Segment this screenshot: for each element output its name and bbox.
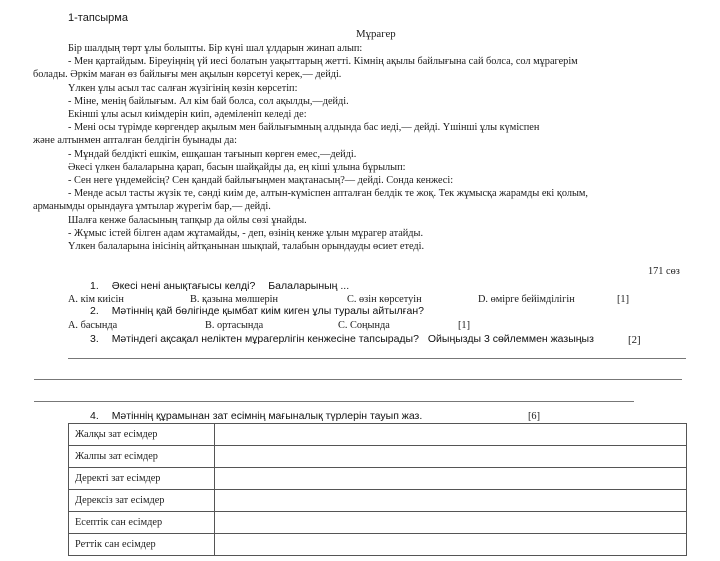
question-text: Мәтіннің қай бөлігінде қымбат киім киген ұлы туралы айтылған? [111,305,424,317]
text-line: Әкесі үлкен балаларына қарап, басын шайқайды да, ең кіші ұлына бұрылып: [68,161,406,173]
task-label: 1-тапсырма [68,12,128,24]
answer-cell[interactable] [215,534,687,556]
word-count: 171 сөз [648,266,680,277]
answer-cell[interactable] [215,446,687,468]
text-line: - Менде асыл тасты жүзік те, сәнді киім де, алтын-күміспен апталған белдік те жоқ. Тек жұмысқа жарамды екі қолым, [68,188,588,200]
text-line: Екінші ұлы асыл киімдерін киіп, әдемiленіп келеді де: [68,109,307,121]
text-line: - Жұмыс істей білген адам жұтамайды, - деп, өзінің кенже ұлын мұрагер атайды. [68,227,424,239]
table-row [69,468,687,490]
q2-option-c[interactable]: С. Соңында [338,320,390,331]
q1-option-a[interactable]: А. кім киісін [68,294,124,305]
question-number: 1. [90,280,99,292]
q1-option-d[interactable]: D. өмірге бейімділігін [478,294,575,305]
question-3 [90,333,594,345]
reading-text [33,42,688,253]
q1-option-b[interactable]: В. қазына мөлшерін [190,294,279,305]
q1-points: [1] [617,294,630,305]
row-label: Реттік сан есімдер [69,534,215,556]
question-text-extra: Ойыңызды 3 сөйлеммен жазыңыз [427,333,594,345]
text-title: Мұрагер [356,28,396,40]
question-2 [90,305,424,317]
row-label: Жалқы зат есімдер [69,424,215,446]
text-line: болады. Әркім маған өз байлығы мен ақылын көрсетуі керек,— дейді. [33,69,342,81]
text-line: Үлкен балаларына інісінің айтқанынан шықпай, талабын орындауды өсиет етеді. [68,241,425,253]
question-text: Мәтіндегі ақсақал неліктен мұрагерлігін кенжесіне тапсырады? [111,333,419,345]
table-row [69,512,687,534]
text-line: - Мұндай белдікті ешкім, ешқашан тағынып көрген емес,—дейді. [68,148,357,160]
text-line: Бір шалдың төрт ұлы болыпты. Бір күні шал ұлдарын жинап алып: [68,43,363,54]
question-number: 3. [90,333,99,345]
question-text-extra: Балаларының ... [268,280,350,292]
q2-option-a[interactable]: А. басында [68,320,118,331]
row-label: Деректі зат есімдер [69,468,215,490]
q2-option-b[interactable]: В. ортасында [205,320,264,331]
text-line: Үлкен ұлы асыл тас салған жүзігінің көзін көрсетіп: [68,82,298,94]
text-line: - Мен қартайдым. Біреуіңнің үй иесі болатын уақыттарың жетті. Кімнің ақылы байлығына сай болса, сол мұрагерім [68,56,578,68]
q4-points: [6] [528,411,541,422]
row-label: Жалпы зат есімдер [69,446,215,468]
text-line: - Сен неге үндемейсің? Сен қандай байлығыңмен мақтанасың?— дейді. Сонда кенжесі: [68,175,454,187]
question-text: Мәтіннің құрамынан зат есімнің мағыналық түрлерін тауып жаз. [111,410,423,422]
question-number: 2. [90,305,99,317]
question-text: Әкесі нені анықтағысы келді? [111,280,256,292]
answer-cell[interactable] [215,490,687,512]
table-row [69,446,687,468]
q1-option-c[interactable]: С. өзін көрсетуін [347,294,422,305]
table-row [69,424,687,446]
question-number: 4. [90,410,99,422]
answer-cell[interactable] [215,424,687,446]
text-line: арманымды орындауға ұмтылар жүрегім бар,— дейді. [33,201,271,213]
answer-cell[interactable] [215,468,687,490]
q2-points: [1] [458,320,471,331]
question-1 [90,280,349,292]
question-4 [90,410,422,422]
table-row [69,490,687,512]
answer-line-2[interactable] [34,379,682,380]
q3-points: [2] [628,334,641,346]
text-line: - Міне, менің байлығым. Ал кім бай болса, сол ақылды,—дейді. [68,95,349,107]
row-label: Дерексіз зат есімдер [69,490,215,512]
noun-types-table [68,423,687,556]
row-label: Есептік сан есімдер [69,512,215,534]
table-row [69,534,687,556]
text-line: Шалға кенже баласының тапқыр да ойлы сөзі ұнайды. [68,214,307,226]
answer-cell[interactable] [215,512,687,534]
text-line: және алтынмен апталған белдігін буынады да: [33,135,237,147]
text-line: - Мені осы түрімде көргендер ақылым мен байлығымның алдында бас иеді,— дейді. Үшінші ұлы күміспен [68,122,540,134]
answer-line-1[interactable] [68,358,686,359]
answer-line-3[interactable] [34,401,634,402]
